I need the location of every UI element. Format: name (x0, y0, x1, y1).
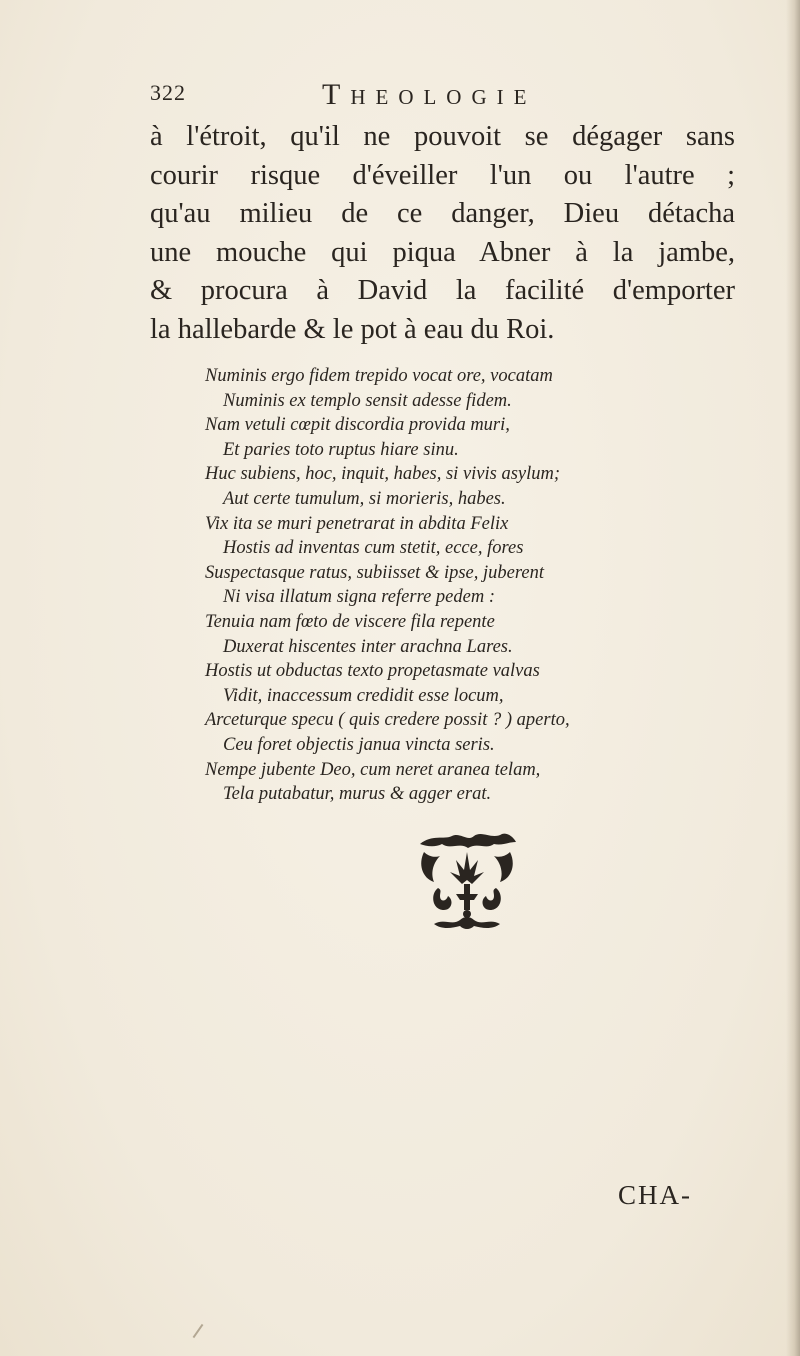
verse-line: Numinis ex templo sensit adesse fidem. (223, 390, 512, 411)
prose-line: à l'étroit, qu'il ne pouvoit se dégager sans (150, 121, 735, 152)
verse-line: Hostis ut obductas texto propetasmate valvas (205, 661, 540, 682)
running-head (150, 78, 650, 118)
prose-line: une mouche qui piqua Abner à la jambe, (150, 236, 735, 268)
verse-line: Nempe jubente Deo, cum neret aranea telam, (205, 759, 541, 780)
verse-line: Arceturque specu ( quis credere possit ? ) aperto, (205, 710, 570, 731)
prose-line: qu'au milieu de ce danger, Dieu détacha (150, 198, 735, 229)
page-number: 322 (150, 80, 186, 105)
catchword: CHA- (618, 1180, 692, 1210)
page-edge-shadow (786, 0, 800, 1356)
verse-line: Tenuia nam fœto de viscere fila repente (205, 611, 495, 632)
verse-line: Hostis ad inventas cum stetit, ecce, fores (223, 538, 524, 559)
prose-line: la hallebarde & le pot à eau du Roi. (150, 313, 555, 345)
verse-line: Aut certe tumulum, si morieris, habes. (223, 488, 506, 509)
verse-line: Vidit, inaccessum credidit esse locum, (223, 685, 504, 706)
verse-line: Suspectasque ratus, subiisset & ipse, juberent (205, 562, 544, 583)
verse-line: Vix ita se muri penetrarat in abdita Felix (205, 513, 509, 534)
verse-line: Et paries toto ruptus hiare sinu. (223, 439, 459, 460)
prose-line: courir risque d'éveiller l'un ou l'autre ; (150, 159, 735, 191)
verse-line: Huc subiens, hoc, inquit, habes, si vivis asylum; (205, 464, 561, 485)
prose-line: & procura à David la facilité d'emporter (150, 275, 735, 306)
verse-line: Tela putabatur, murus & agger erat. (223, 784, 492, 805)
latin-verse (205, 364, 745, 807)
prose-paragraph (150, 118, 735, 349)
verse-line: Ceu foret objectis janua vincta seris. (223, 734, 495, 755)
running-title: Theologie (322, 78, 537, 111)
verse-line: Numinis ergo fidem trepido vocat ore, vocatam (205, 366, 553, 386)
verse-line: Nam vetuli cœpit discordia provida muri, (205, 415, 510, 436)
verse-line: Ni visa illatum signa referre pedem : (223, 587, 495, 608)
stray-ink-mark (193, 1324, 204, 1338)
verse-line: Duxerat hiscentes inter arachna Lares. (223, 636, 513, 657)
fleuron-ornament-icon (412, 830, 522, 942)
